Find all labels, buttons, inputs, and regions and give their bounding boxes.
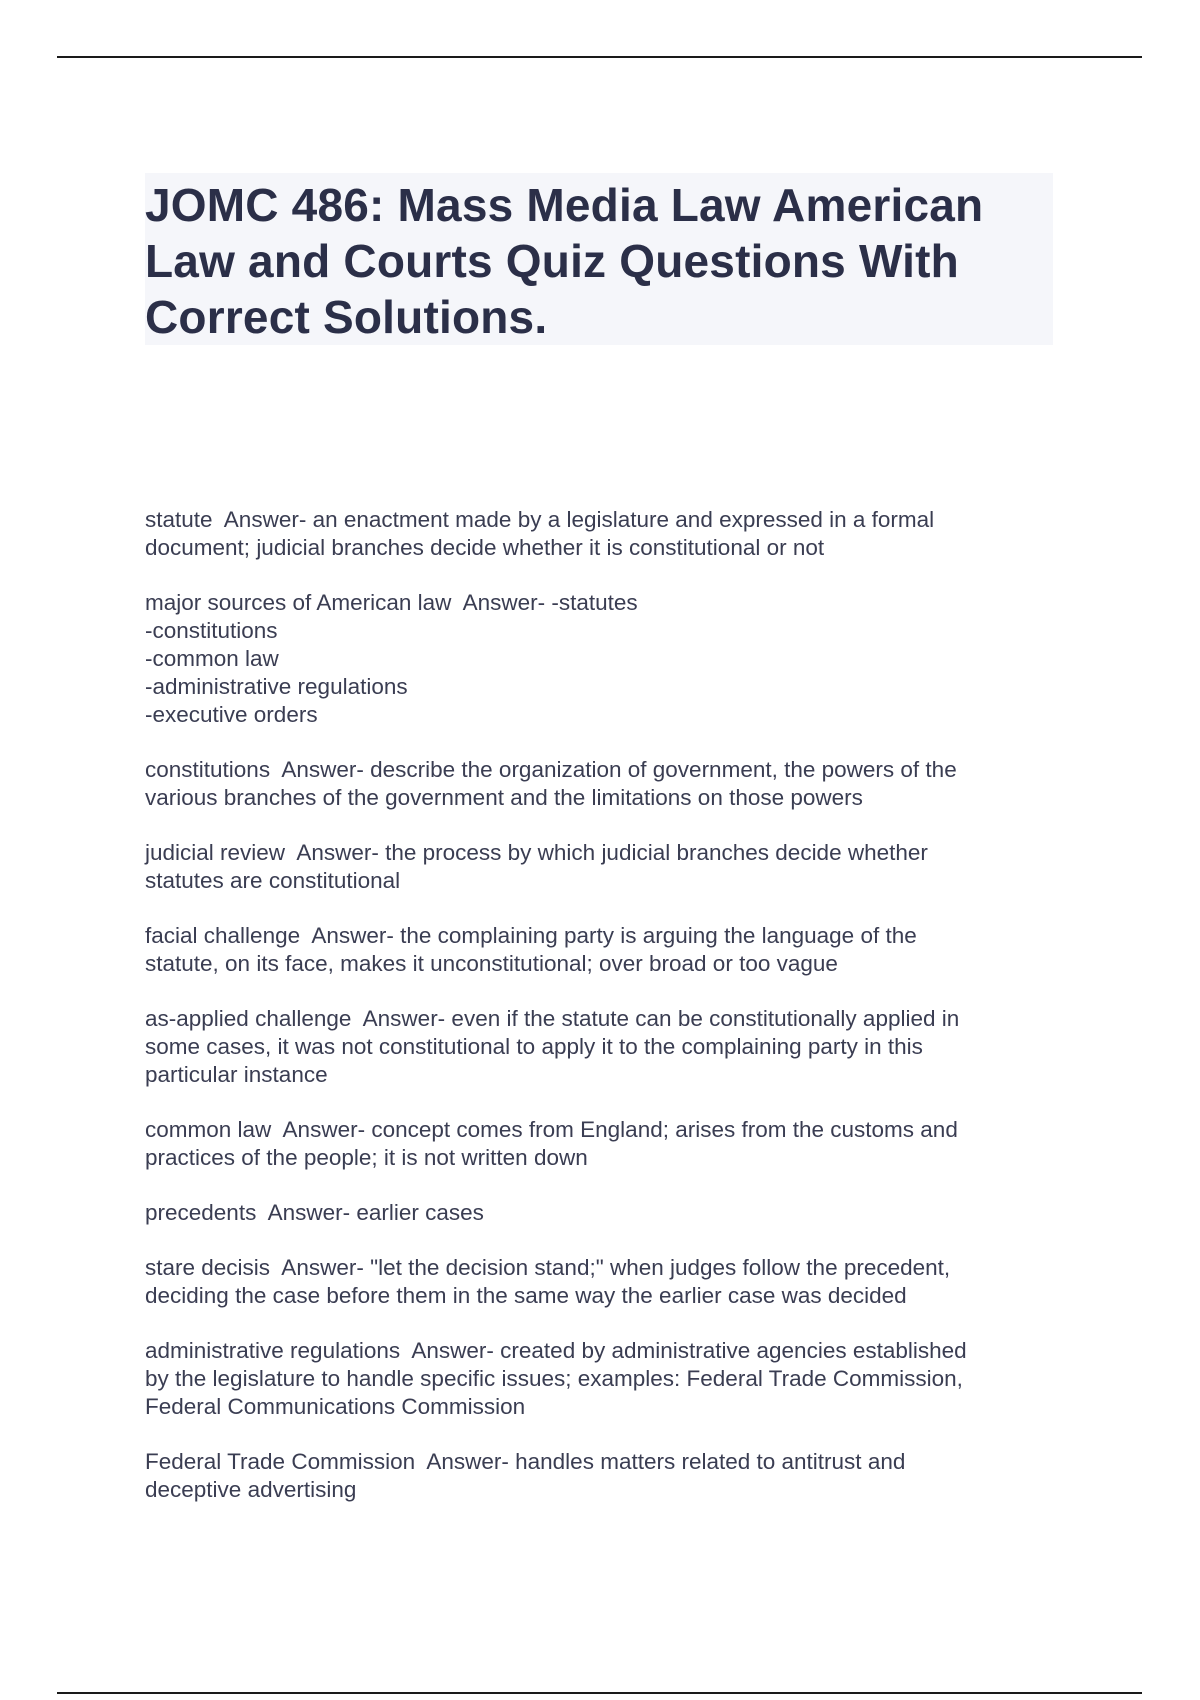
qa-item (145, 506, 1045, 562)
qa-item (145, 1116, 1045, 1172)
qa-item (145, 1199, 1045, 1227)
qa-line: statutes are constitutional (145, 868, 401, 893)
qa-line: deceptive advertising (145, 1477, 357, 1502)
qa-line: deciding the case before them in the same way the earlier case was decided (145, 1283, 907, 1308)
qa-line: some cases, it was not constitutional to apply it to the complaining party in this (145, 1034, 923, 1059)
qa-line: by the legislature to handle specific issues; examples: Federal Trade Commission, (145, 1366, 963, 1391)
qa-line: -constitutions (145, 618, 278, 643)
qa-line: document; judicial branches decide whether it is constitutional or not (145, 535, 825, 560)
top-rule (57, 56, 1142, 58)
title-line: JOMC 486: Mass Media Law American (145, 179, 984, 231)
qa-item (145, 1337, 1045, 1421)
qa-line: -administrative regulations (145, 674, 408, 699)
qa-line: Federal Communications Commission (145, 1394, 526, 1419)
qa-line: as-applied challenge Answer- even if the statute can be constitutionally applied in (145, 1006, 960, 1031)
qa-line: common law Answer- concept comes from England; arises from the customs and (145, 1117, 958, 1142)
qa-line: particular instance (145, 1062, 328, 1087)
qa-line: practices of the people; it is not written down (145, 1145, 588, 1170)
qa-line: Federal Trade Commission Answer- handles matters related to antitrust and (145, 1449, 906, 1474)
title-line: Correct Solutions. (145, 291, 548, 343)
qa-line: -common law (145, 646, 279, 671)
qa-list (145, 506, 1045, 1531)
qa-item (145, 1254, 1045, 1310)
document-title (145, 177, 1053, 345)
qa-item (145, 756, 1045, 812)
qa-item (145, 839, 1045, 895)
qa-line: -executive orders (145, 702, 318, 727)
qa-line: stare decisis Answer- "let the decision stand;" when judges follow the precedent, (145, 1255, 951, 1280)
qa-item (145, 1448, 1045, 1504)
qa-line: precedents Answer- earlier cases (145, 1200, 484, 1225)
qa-line: major sources of American law Answer- -statutes (145, 590, 638, 615)
qa-item (145, 922, 1045, 978)
bottom-rule (57, 1692, 1142, 1694)
qa-line: judicial review Answer- the process by which judicial branches decide whether (145, 840, 928, 865)
title-line: Law and Courts Quiz Questions With (145, 235, 959, 287)
qa-item (145, 589, 1045, 729)
qa-item (145, 1005, 1045, 1089)
title-block (145, 173, 1053, 345)
qa-line: various branches of the government and the limitations on those powers (145, 785, 863, 810)
qa-line: constitutions Answer- describe the organization of government, the powers of the (145, 757, 957, 782)
qa-line: facial challenge Answer- the complaining party is arguing the language of the (145, 923, 917, 948)
qa-line: statute Answer- an enactment made by a legislature and expressed in a formal (145, 507, 935, 532)
qa-line: statute, on its face, makes it unconstitutional; over broad or too vague (145, 951, 838, 976)
qa-line: administrative regulations Answer- created by administrative agencies established (145, 1338, 967, 1363)
